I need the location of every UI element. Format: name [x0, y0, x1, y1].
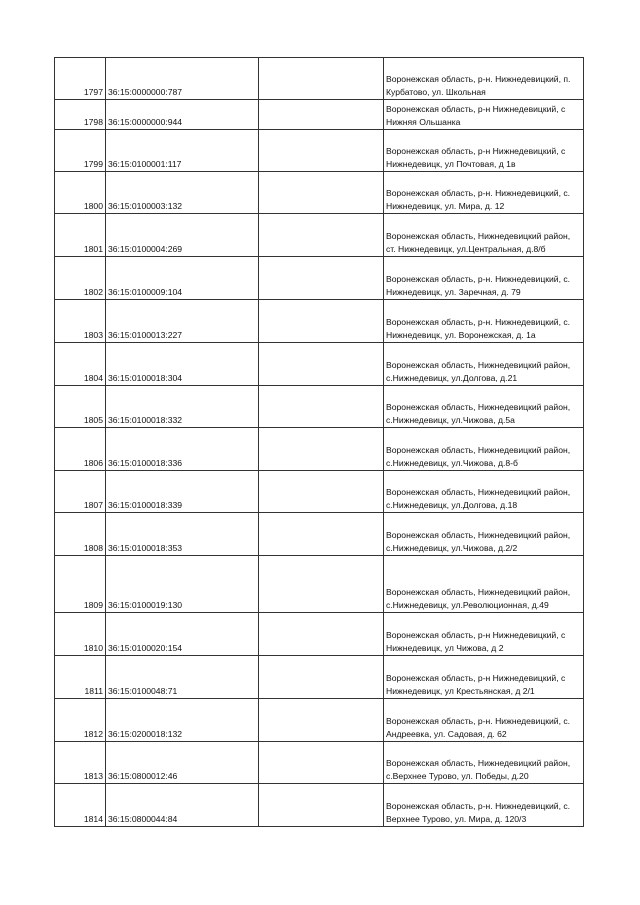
table-row — [55, 656, 584, 699]
table-row — [55, 556, 584, 613]
table-row — [55, 699, 584, 742]
row-number: 1804 — [55, 343, 106, 386]
cadastral-number: 36:15:0800044:84 — [106, 784, 259, 827]
table-row — [55, 214, 584, 257]
empty-cell — [259, 100, 384, 130]
cadastral-number: 36:15:0000000:787 — [106, 58, 259, 100]
property-table — [54, 57, 584, 827]
address: Воронежская область, Нижнедевицкий район, с.Нижнедевицк, ул.Чижова, д.5а — [384, 386, 584, 428]
table-row — [55, 58, 584, 100]
row-number: 1797 — [55, 58, 106, 100]
cadastral-number: 36:15:0100019:130 — [106, 556, 259, 613]
empty-cell — [259, 343, 384, 386]
cadastral-number: 36:15:0100001:117 — [106, 130, 259, 172]
row-number: 1801 — [55, 214, 106, 257]
row-number: 1809 — [55, 556, 106, 613]
empty-cell — [259, 784, 384, 827]
row-number: 1814 — [55, 784, 106, 827]
address: Воронежская область, р-н. Нижнедевицкий, с. Нижнедевицк, ул. Заречная, д. 79 — [384, 257, 584, 300]
empty-cell — [259, 556, 384, 613]
table-row — [55, 428, 584, 471]
cadastral-number: 36:15:0100003:132 — [106, 172, 259, 214]
address: Воронежская область, Нижнедевицкий район, с.Нижнедевицк, ул.Долгова, д.18 — [384, 471, 584, 513]
table-row — [55, 257, 584, 300]
empty-cell — [259, 386, 384, 428]
empty-cell — [259, 58, 384, 100]
address: Воронежская область, Нижнедевицкий район, с.Верхнее Турово, ул. Победы, д.20 — [384, 742, 584, 784]
address: Воронежская область, р-н Нижнедевицкий, с Нижнедевицк, ул Крестьянская, д 2/1 — [384, 656, 584, 699]
empty-cell — [259, 172, 384, 214]
address: Воронежская область, р-н Нижнедевицкий, с Нижнедевицк, ул Почтовая, д 1в — [384, 130, 584, 172]
table-body — [55, 58, 584, 827]
empty-cell — [259, 513, 384, 556]
empty-cell — [259, 300, 384, 343]
address: Воронежская область, р-н Нижнедевицкий, с Нижняя Ольшанка — [384, 100, 584, 130]
address: Воронежская область, р-н. Нижнедевицкий, с. Нижнедевицк, ул. Воронежская, д. 1а — [384, 300, 584, 343]
cadastral-number: 36:15:0100004:269 — [106, 214, 259, 257]
cadastral-number: 36:15:0000000:944 — [106, 100, 259, 130]
row-number: 1813 — [55, 742, 106, 784]
table-row — [55, 742, 584, 784]
cadastral-number: 36:15:0100018:304 — [106, 343, 259, 386]
row-number: 1808 — [55, 513, 106, 556]
cadastral-number: 36:15:0100020:154 — [106, 613, 259, 656]
cadastral-number: 36:15:0100018:339 — [106, 471, 259, 513]
empty-cell — [259, 699, 384, 742]
row-number: 1802 — [55, 257, 106, 300]
cadastral-number: 36:15:0100048:71 — [106, 656, 259, 699]
row-number: 1803 — [55, 300, 106, 343]
cadastral-number: 36:15:0800012:46 — [106, 742, 259, 784]
address: Воронежская область, р-н. Нижнедевицкий, с. Андреевка, ул. Садовая, д. 62 — [384, 699, 584, 742]
table-row — [55, 172, 584, 214]
table-row — [55, 343, 584, 386]
table-row — [55, 100, 584, 130]
row-number: 1811 — [55, 656, 106, 699]
address: Воронежская область, Нижнедевицкий район, с.Нижнедевицк, ул.Революционная, д.49 — [384, 556, 584, 613]
row-number: 1812 — [55, 699, 106, 742]
table-row — [55, 386, 584, 428]
cadastral-number: 36:15:0100018:353 — [106, 513, 259, 556]
empty-cell — [259, 214, 384, 257]
row-number: 1805 — [55, 386, 106, 428]
address: Воронежская область, р-н Нижнедевицкий, с Нижнедевицк, ул Чижова, д 2 — [384, 613, 584, 656]
cadastral-number: 36:15:0100018:336 — [106, 428, 259, 471]
table-row — [55, 784, 584, 827]
empty-cell — [259, 742, 384, 784]
address: Воронежская область, Нижнедевицкий район, с.Нижнедевицк, ул.Долгова, д.21 — [384, 343, 584, 386]
address: Воронежская область, Нижнедевицкий район, с.Нижнедевицк, ул.Чижова, д.8-б — [384, 428, 584, 471]
address: Воронежская область, р-н. Нижнедевицкий, с. Верхнее Турово, ул. Мира, д. 120/3 — [384, 784, 584, 827]
address: Воронежская область, Нижнедевицкий район, с.Нижнедевицк, ул.Чижова, д.2/2 — [384, 513, 584, 556]
empty-cell — [259, 428, 384, 471]
cadastral-number: 36:15:0100013:227 — [106, 300, 259, 343]
row-number: 1807 — [55, 471, 106, 513]
row-number: 1799 — [55, 130, 106, 172]
table-row — [55, 130, 584, 172]
table-row — [55, 513, 584, 556]
cadastral-number: 36:15:0100018:332 — [106, 386, 259, 428]
table-row — [55, 471, 584, 513]
row-number: 1798 — [55, 100, 106, 130]
cadastral-number: 36:15:0200018:132 — [106, 699, 259, 742]
empty-cell — [259, 130, 384, 172]
empty-cell — [259, 471, 384, 513]
row-number: 1806 — [55, 428, 106, 471]
table-row — [55, 300, 584, 343]
cadastral-number: 36:15:0100009:104 — [106, 257, 259, 300]
address: Воронежская область, р-н. Нижнедевицкий, п. Курбатово, ул. Школьная — [384, 58, 584, 100]
empty-cell — [259, 656, 384, 699]
address: Воронежская область, р-н. Нижнедевицкий, с. Нижнедевицк, ул. Мира, д. 12 — [384, 172, 584, 214]
empty-cell — [259, 613, 384, 656]
row-number: 1810 — [55, 613, 106, 656]
address: Воронежская область, Нижнедевицкий район, ст. Нижнедевицк, ул.Центральная, д.8/б — [384, 214, 584, 257]
empty-cell — [259, 257, 384, 300]
row-number: 1800 — [55, 172, 106, 214]
table-row — [55, 613, 584, 656]
